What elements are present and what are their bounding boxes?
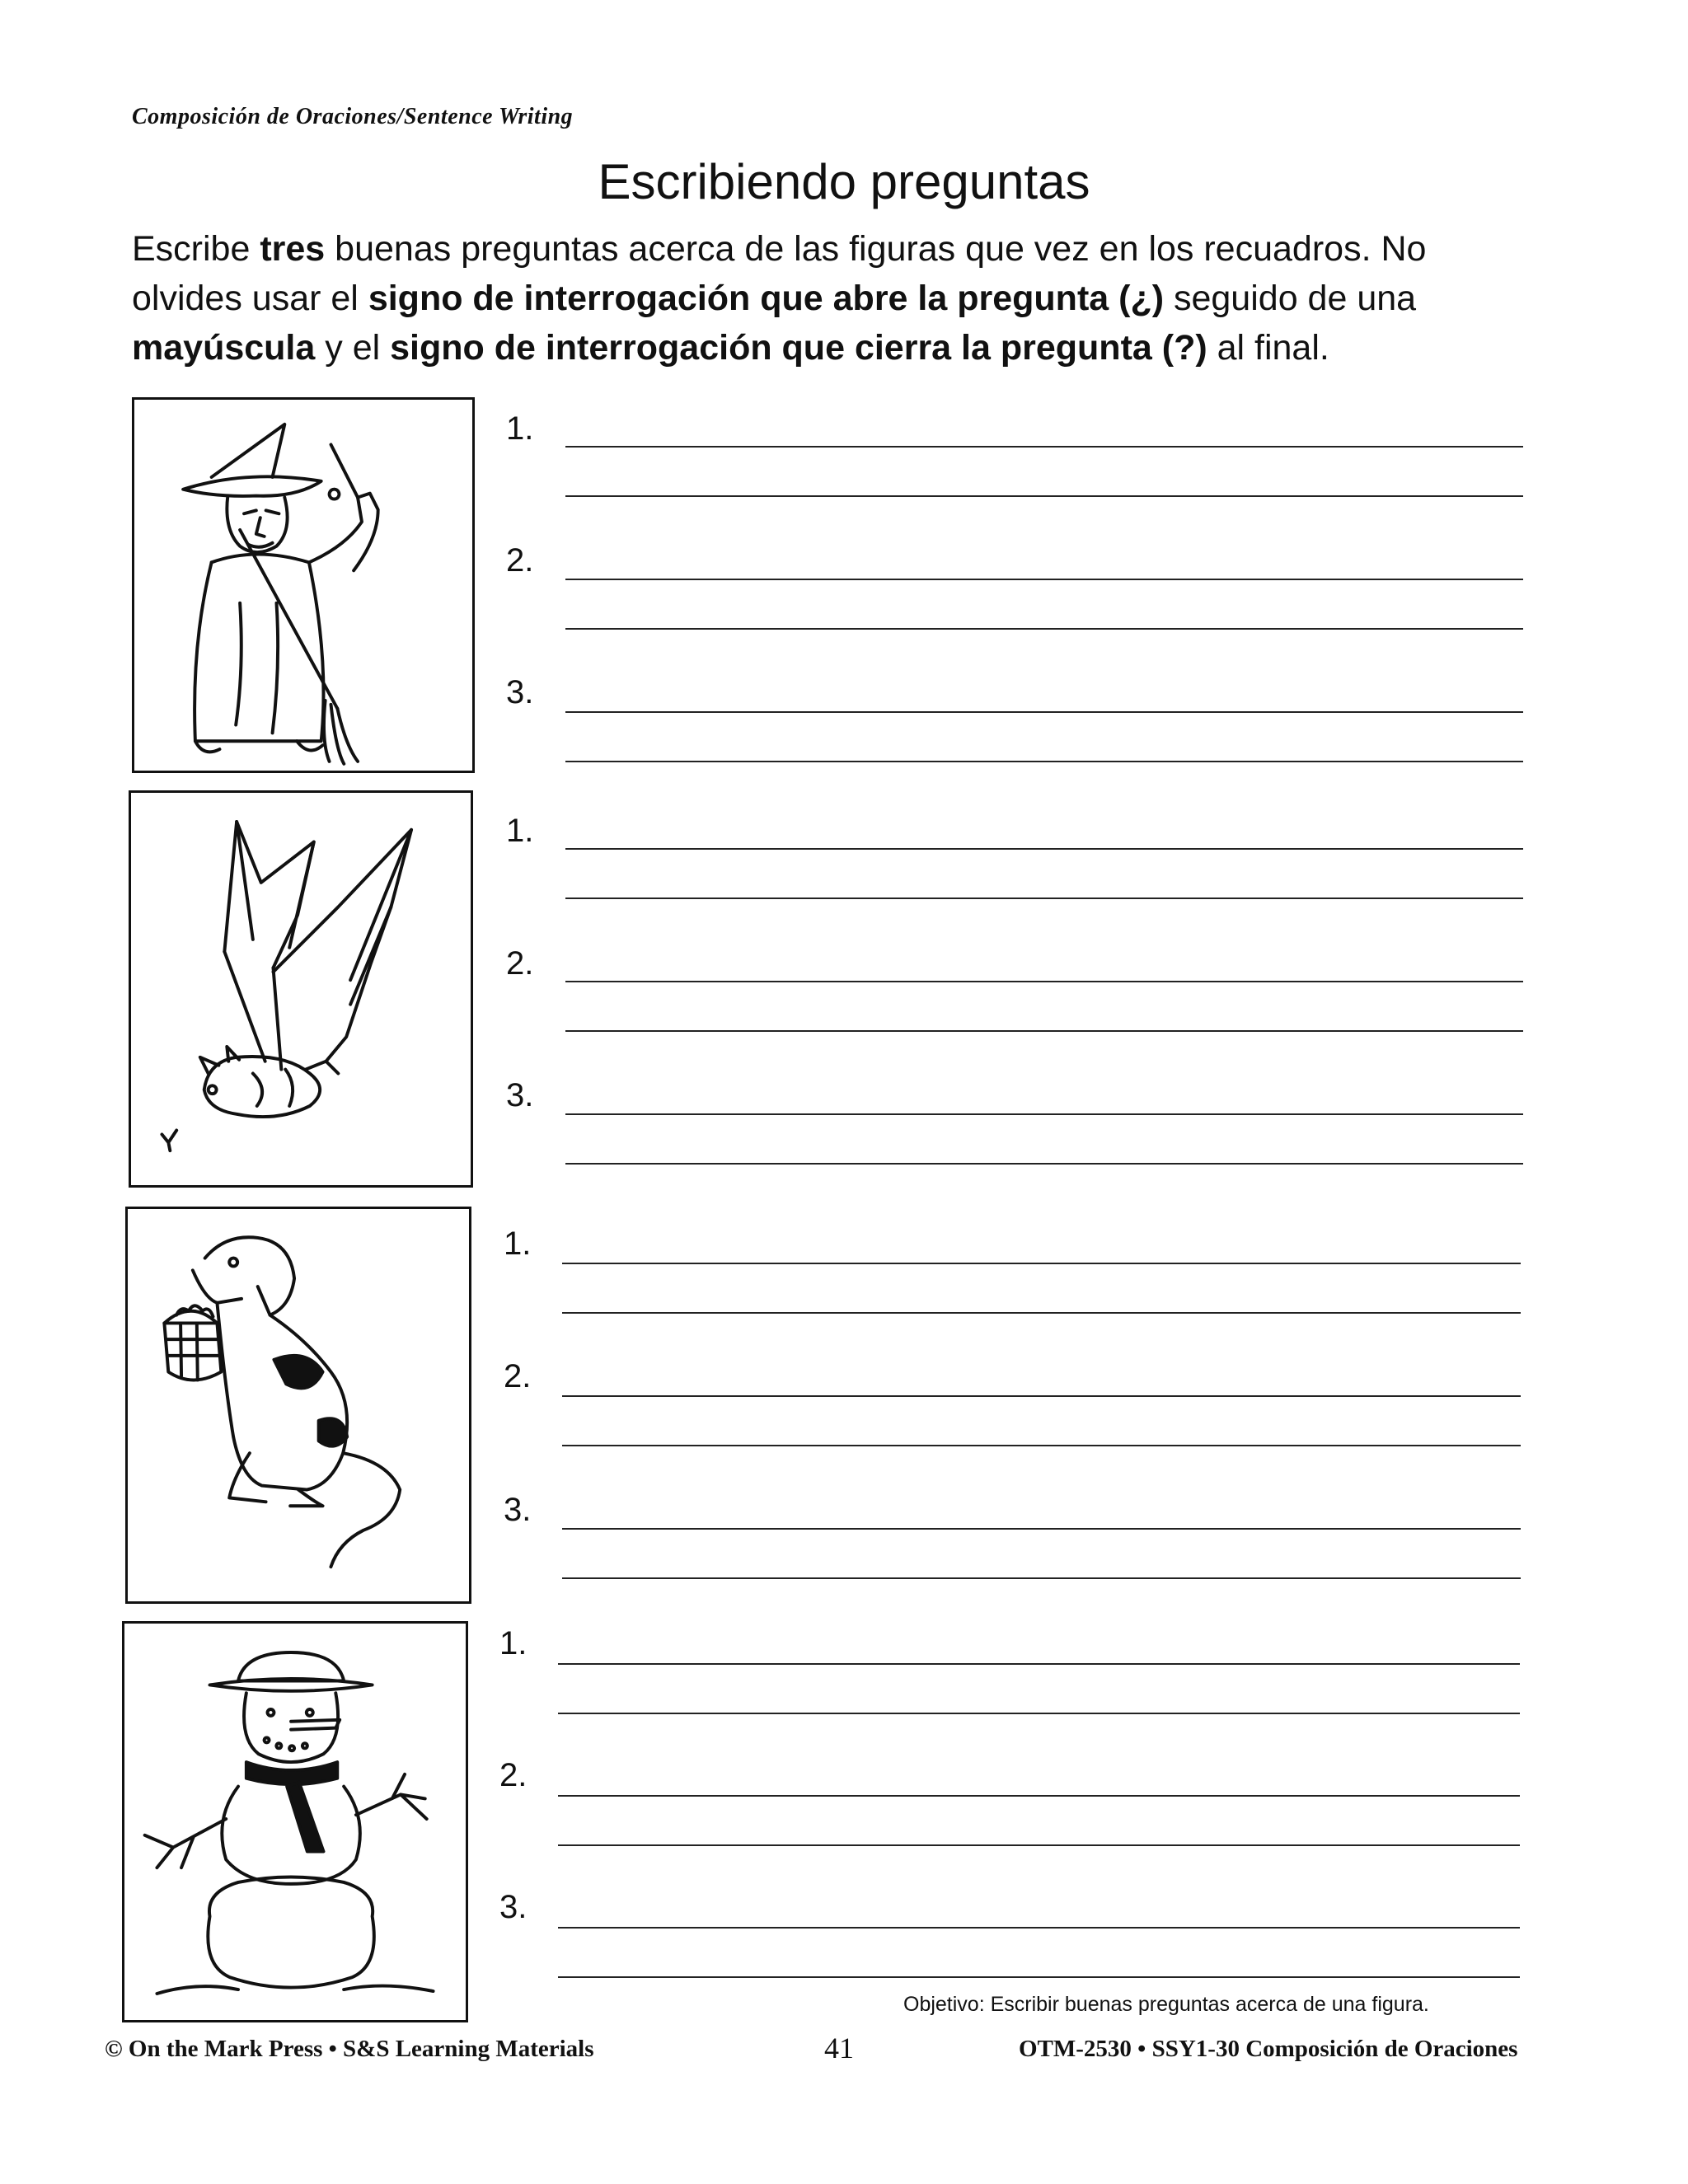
instr-text: y el bbox=[315, 328, 391, 368]
instr-bold: tres bbox=[260, 229, 326, 269]
instr-text: Escribe bbox=[132, 229, 260, 269]
question-number: 1. bbox=[499, 1625, 528, 1661]
dog-icon bbox=[128, 1209, 469, 1601]
question-number: 3. bbox=[506, 674, 534, 710]
answer-line[interactable] bbox=[565, 495, 1523, 497]
question-number: 1. bbox=[506, 813, 534, 849]
answer-line[interactable] bbox=[562, 1263, 1521, 1264]
answer-line[interactable] bbox=[562, 1528, 1521, 1530]
snowman-icon bbox=[124, 1624, 466, 2020]
instr-bold: mayúscula bbox=[132, 328, 316, 368]
answer-line[interactable] bbox=[565, 1163, 1523, 1165]
answer-line[interactable] bbox=[565, 848, 1523, 850]
question-number: 3. bbox=[499, 1889, 528, 1925]
answer-line[interactable] bbox=[558, 1713, 1520, 1714]
instructions bbox=[132, 224, 1517, 373]
picture-box-dog bbox=[125, 1207, 471, 1604]
footer-publisher: © On the Mark Press • S&S Learning Materials bbox=[105, 2036, 594, 2062]
bat-icon bbox=[131, 793, 471, 1185]
answer-line[interactable] bbox=[558, 1844, 1520, 1846]
instr-text: buenas preguntas acerca de las figuras que vez en los recuadros. No olvides usar el bbox=[132, 229, 1427, 318]
question-number: 2. bbox=[506, 542, 534, 579]
answer-line[interactable] bbox=[562, 1395, 1521, 1397]
answer-line[interactable] bbox=[562, 1445, 1521, 1446]
answer-line[interactable] bbox=[565, 898, 1523, 899]
question-number: 1. bbox=[506, 410, 534, 447]
answer-line[interactable] bbox=[565, 1113, 1523, 1115]
instr-text: al final. bbox=[1207, 328, 1329, 368]
picture-box-snowman bbox=[122, 1621, 468, 2022]
answer-line[interactable] bbox=[565, 711, 1523, 713]
answer-line[interactable] bbox=[565, 1030, 1523, 1032]
page-number: 41 bbox=[824, 2032, 854, 2064]
objective-note: Objetivo: Escribir buenas preguntas acerca de una figura. bbox=[903, 1993, 1429, 2016]
answer-line[interactable] bbox=[562, 1577, 1521, 1579]
question-number: 1. bbox=[504, 1226, 532, 1262]
answer-line[interactable] bbox=[558, 1976, 1520, 1978]
header-kicker: Composición de Oraciones/Sentence Writing bbox=[132, 104, 574, 129]
answer-line[interactable] bbox=[558, 1927, 1520, 1929]
answer-line[interactable] bbox=[558, 1663, 1520, 1665]
answer-line[interactable] bbox=[565, 446, 1523, 448]
question-number: 2. bbox=[499, 1757, 528, 1793]
answer-line[interactable] bbox=[565, 761, 1523, 762]
question-number: 2. bbox=[504, 1358, 532, 1394]
answer-line[interactable] bbox=[558, 1795, 1520, 1797]
picture-box-witch bbox=[132, 397, 475, 773]
witch-icon bbox=[134, 400, 472, 771]
question-number: 3. bbox=[506, 1077, 534, 1113]
instr-text: seguido de una bbox=[1164, 279, 1417, 318]
question-number: 2. bbox=[506, 945, 534, 982]
answer-line[interactable] bbox=[565, 981, 1523, 982]
page-title: Escribiendo preguntas bbox=[598, 154, 1090, 209]
footer-product-code: OTM-2530 • SSY1-30 Composición de Oraciones bbox=[1019, 2036, 1518, 2062]
answer-line[interactable] bbox=[562, 1312, 1521, 1314]
picture-box-bat bbox=[129, 790, 473, 1188]
instr-bold: signo de interrogación que cierra la pregunta (?) bbox=[390, 328, 1207, 368]
instr-bold: signo de interrogación que abre la pregunta (¿) bbox=[368, 279, 1165, 318]
answer-line[interactable] bbox=[565, 579, 1523, 580]
question-number: 3. bbox=[504, 1492, 532, 1528]
answer-line[interactable] bbox=[565, 628, 1523, 630]
